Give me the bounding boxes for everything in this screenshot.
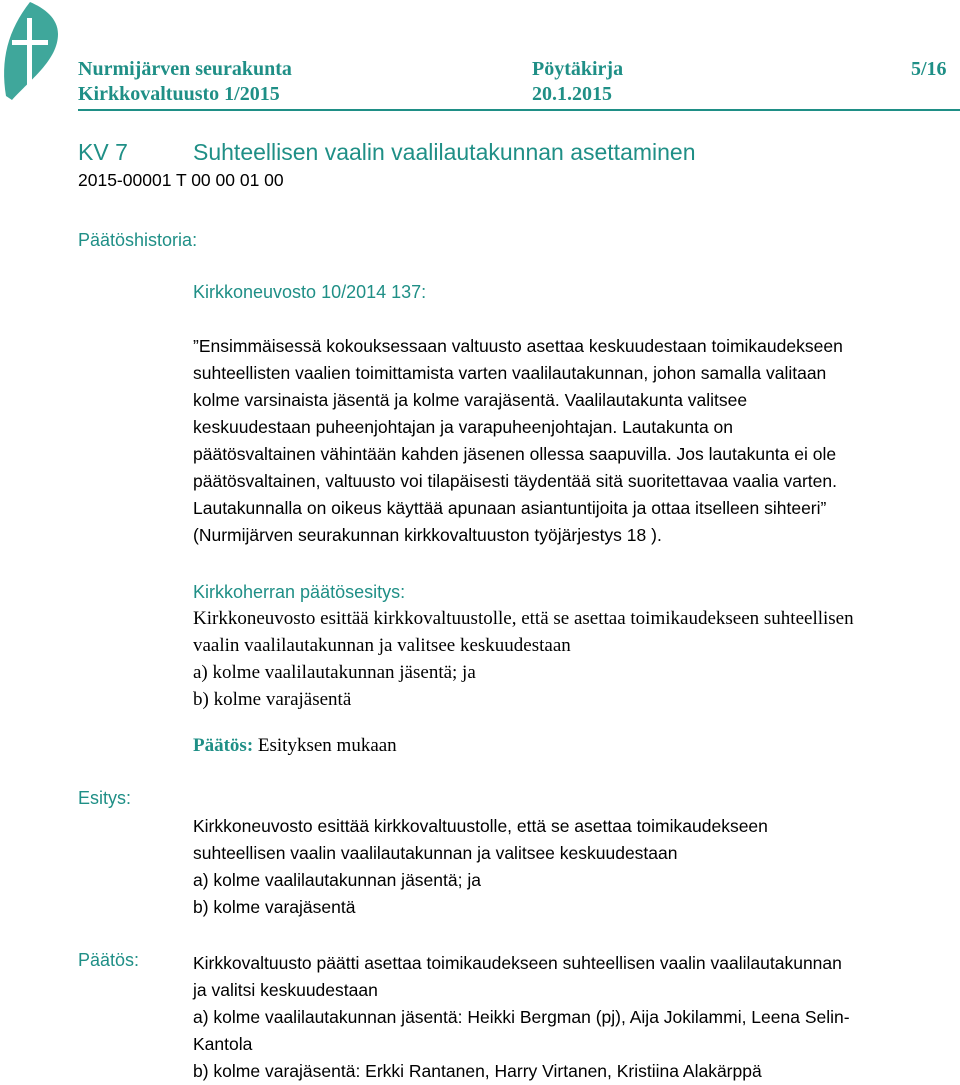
history-line: ”Ensimmäisessä kokouksessaan valtuusto asettaa keskuudestaan toimikaudekseen xyxy=(193,336,843,356)
decision-line: b) kolme varajäsentä: Erkki Rantanen, Harry Virtanen, Kristiina Alakärppä xyxy=(193,1061,762,1081)
history-line: päätösvaltainen, valtuusto voi tilapäisesti täydentää sitä suoritettavaa vaalia varten. xyxy=(193,471,837,491)
decision-block xyxy=(193,950,953,1085)
decision-line: Kirkkovaltuusto päätti asettaa toimikaudekseen suhteellisen vaalin vaalilautakunnan xyxy=(193,953,842,973)
history-proposal-line: a) kolme vaalilautakunnan jäsentä; ja xyxy=(193,662,476,683)
decision-label: Päätös: xyxy=(78,950,140,970)
proposal-heading: Kirkkoherran päätösesitys: xyxy=(193,582,406,602)
meeting-name: Kirkkovaltuusto 1/2015 xyxy=(78,83,280,105)
proposal-label: Esitys: xyxy=(78,788,132,808)
history-decision xyxy=(193,735,397,757)
proposal-line: a) kolme vaalilautakunnan jäsentä; ja xyxy=(193,870,481,890)
proposal-line: suhteellisen vaalin vaalilautakunnan ja valitsee keskuudestaan xyxy=(193,843,678,863)
history-decision-label: Päätös: xyxy=(193,735,254,756)
history-source: Kirkkoneuvosto 10/2014 137: xyxy=(193,282,427,302)
history-proposal-line: b) kolme varajäsentä xyxy=(193,689,352,710)
header-divider xyxy=(78,109,960,111)
decision-line: ja valitsi keskuudestaan xyxy=(193,980,378,1000)
section-title: Suhteellisen vaalin vaalilautakunnan asettaminen xyxy=(193,139,696,165)
org-name: Nurmijärven seurakunta xyxy=(78,58,292,80)
decision-line: a) kolme vaalilautakunnan jäsentä: Heikki Bergman (pj), Aija Jokilammi, Leena Selin- xyxy=(193,1007,850,1027)
history-decision-text: Esityksen mukaan xyxy=(257,735,397,756)
history-paragraph xyxy=(193,333,953,549)
page-number: 5/16 xyxy=(911,58,947,80)
history-line: päätösvaltainen vähintään kahden jäsenen ollessa saapuvilla. Jos lautakunta ei ole xyxy=(193,444,837,464)
history-proposal xyxy=(193,605,854,713)
history-line: Lautakunnalla on oikeus käyttää apunaan asiantuntijoita ja ottaa itselleen sihteeri” xyxy=(193,498,827,518)
proposal-block xyxy=(193,813,953,921)
meeting-date: 20.1.2015 xyxy=(532,83,612,105)
section-number: KV 7 xyxy=(78,139,128,165)
history-line: (Nurmijärven seurakunnan kirkkovaltuuston työjärjestys 18 ). xyxy=(193,525,662,545)
document-type: Pöytäkirja xyxy=(532,58,624,80)
history-line: keskuudestaan puheenjohtajan ja varapuheenjohtajan. Lautakunta on xyxy=(193,417,734,437)
cross-leaf-logo-icon xyxy=(0,0,62,104)
proposal-line: Kirkkoneuvosto esittää kirkkovaltuustolle, että se asettaa toimikaudekseen xyxy=(193,816,768,836)
history-proposal-line: vaalin vaalilautakunnan ja valitsee keskuudestaan xyxy=(193,635,571,656)
history-line: suhteellisten vaalien toimittamista varten vaalilautakunnan, johon samalla valitaan xyxy=(193,363,827,383)
history-line: kolme varsinaista jäsentä ja kolme varajäsentä. Vaalilautakunta valitsee xyxy=(193,390,748,410)
proposal-line: b) kolme varajäsentä xyxy=(193,897,356,917)
history-label: Päätöshistoria: xyxy=(78,230,198,250)
record-id: 2015-00001 T 00 00 01 00 xyxy=(78,170,284,190)
decision-line: Kantola xyxy=(193,1034,253,1054)
history-proposal-line: Kirkkoneuvosto esittää kirkkovaltuustolle, että se asettaa toimikaudekseen suhteellisen xyxy=(193,608,854,629)
